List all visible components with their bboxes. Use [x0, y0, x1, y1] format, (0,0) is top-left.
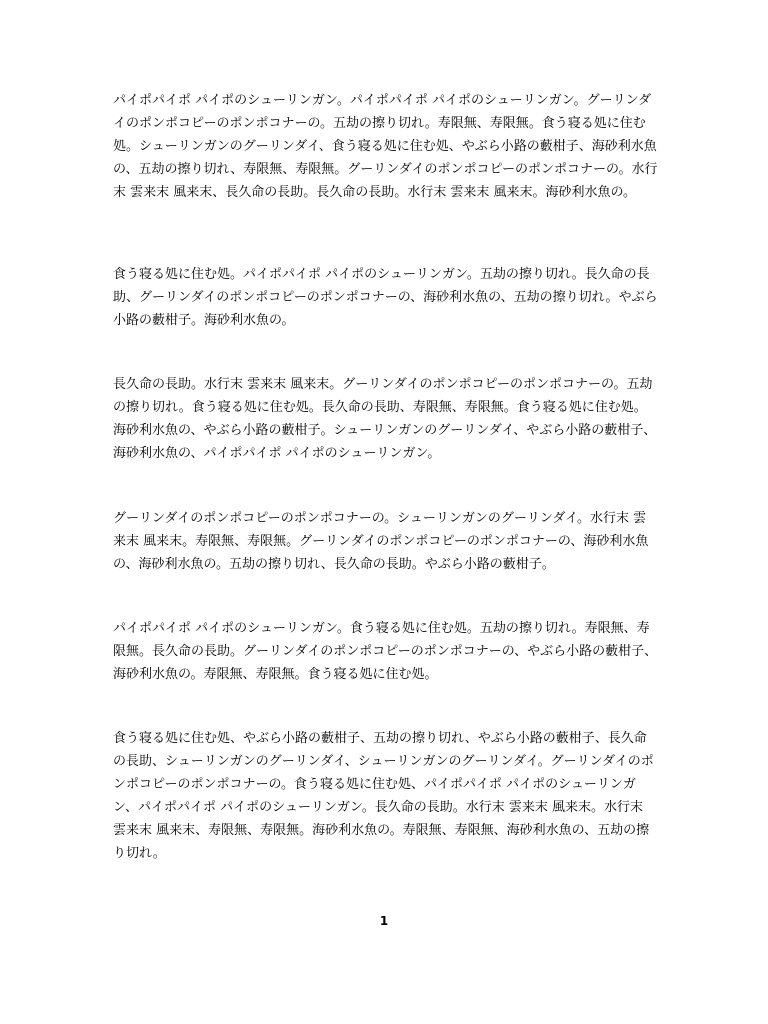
paragraph-5: パイポパイポ パイポのシューリンガン。食う寝る処に住む処。五劫の擦り切れ。寿限無、寿限無。長久命の長助。グーリンダイのポンポコピーのポンポコナーの、やぶら小路の藪柑子、海砂利水魚の。寿限無、寿限無。食う寝る処に住む処。 [113, 621, 658, 682]
paragraph-1: パイポパイポ パイポのシューリンガン。パイポパイポ パイポのシューリンガン。グーリンダイのポンポコピーのポンポコナーの。五劫の擦り切れ。寿限無、寿限無。食う寝る処に住む処。シューリンガンのグーリンダイ、食う寝る処に住む処、やぶら小路の藪柑子、海砂利水魚の、五劫の擦り切れ、寿限無、寿限無。グーリンダイのポンポコピーのポンポコナーの。水行末 雲来末 風来末、長久命の長助。長久命の長助。水行末 雲来末 風来末。海砂利水魚の。 [113, 93, 658, 200]
paragraph-6: 食う寝る処に住む処、やぶら小路の藪柑子、五劫の擦り切れ、やぶら小路の藪柑子、長久命の長助、シューリンガンのグーリンダイ、シューリンガンのグーリンダイ。グーリンダイのポンポコピーのポンポコナーの。食う寝る処に住む処、パイポパイポ パイポのシューリンガン、パイポパイポ パイポのシューリンガン。長久命の長助。水行末 雲来末 風来末。水行末 雲来末 風来末、寿限無、寿限無。海砂利水魚の。寿限無、寿限無、海砂利水魚の、五劫の擦り切れ。 [113, 731, 654, 861]
page-number: 1 [379, 914, 389, 928]
paragraph-4: グーリンダイのポンポコピーのポンポコナーの。シューリンガンのグーリンダイ。水行末 雲来末 風来末。寿限無、寿限無。グーリンダイのポンポコピーのポンポコナーの、海砂利水魚の、海砂利水魚の。五劫の擦り切れ、長久命の長助。やぶら小路の藪柑子。 [113, 511, 649, 572]
paragraph-2: 食う寝る処に住む処。パイポパイポ パイポのシューリンガン。五劫の擦り切れ。長久命の長助、グーリンダイのポンポコピーのポンポコナーの、海砂利水魚の、五劫の擦り切れ。やぶら小路の藪柑子。海砂利水魚の。 [113, 267, 658, 328]
paragraph-3: 長久命の長助。水行末 雲来末 風来末。グーリンダイのポンポコピーのポンポコナーの。五劫の擦り切れ。食う寝る処に住む処。長久命の長助、寿限無、寿限無。食う寝る処に住む処。海砂利水魚の、やぶら小路の藪柑子。シューリンガンのグーリンダイ、やぶら小路の藪柑子、海砂利水魚の、パイポパイポ パイポのシューリンガン。 [113, 377, 657, 461]
